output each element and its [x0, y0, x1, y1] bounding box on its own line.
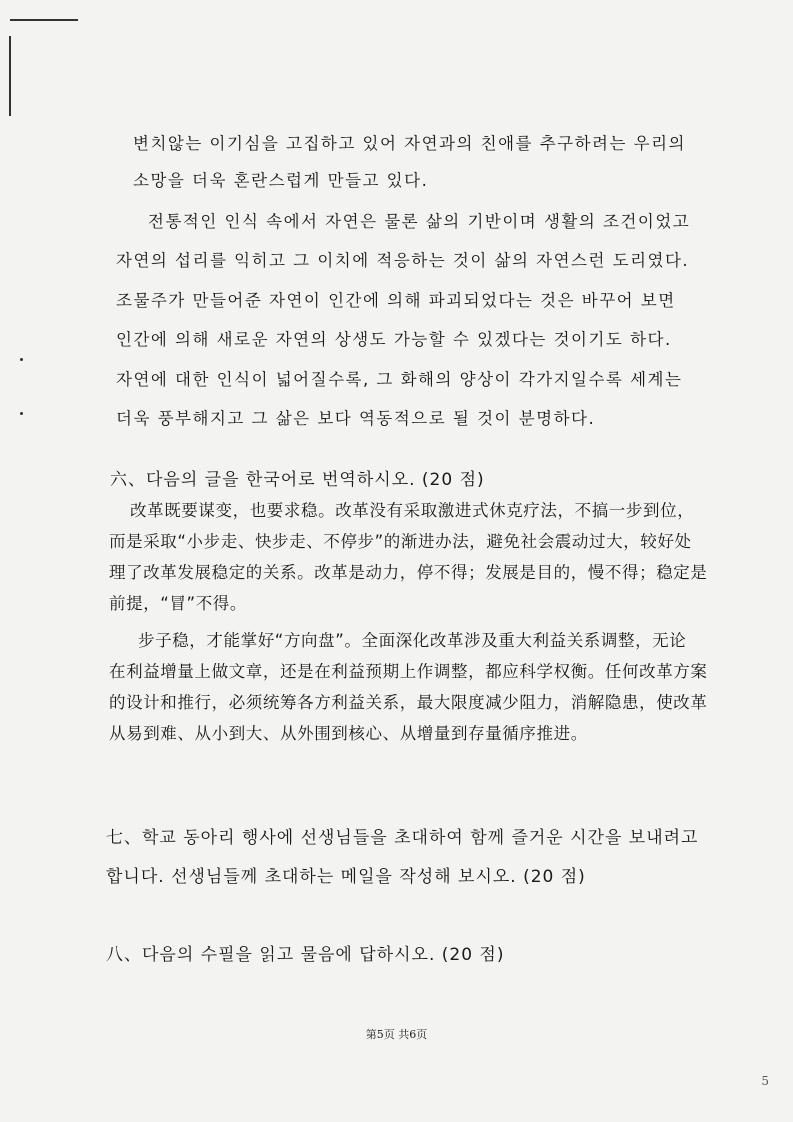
chinese-line: 从易到难、从小到大、从外围到核心、从增量到存量循序推进。	[109, 724, 588, 743]
chinese-line: 的设计和推行，必须统筹各方利益关系，最大限度减少阻力，消解隐患，使改革	[109, 693, 708, 712]
passage-line: 인간에 의해 새로운 자연의 상생도 가능할 수 있겠다는 것이기도 하다.	[116, 330, 672, 349]
passage-line: 자연에 대한 인식이 넓어질수록, 그 화해의 양상이 각가지일수록 세계는	[116, 370, 683, 389]
passage-line: 전통적인 인식 속에서 자연은 물론 삶의 기반이며 생활의 조건이었고	[148, 212, 691, 231]
question-7-line: 합니다. 선생님들께 초대하는 메일을 작성해 보시오. (20 점)	[106, 867, 586, 887]
page-number: 5	[761, 1074, 769, 1088]
scan-dot	[20, 358, 23, 361]
scan-edge-bar	[9, 36, 11, 116]
scan-edge-line	[10, 19, 78, 21]
chinese-line: 前提，“冒”不得。	[109, 594, 247, 613]
question-7-line: 七、학교 동아리 행사에 선생님들을 초대하여 함께 즐거운 시간을 보내려고	[106, 828, 699, 848]
scan-dot	[20, 412, 23, 415]
chinese-line: 步子稳，才能掌好“方向盘”。全面深化改革涉及重大利益关系调整，无论	[138, 631, 687, 650]
page-footer: 第5页 共6页	[365, 1028, 428, 1041]
chinese-line: 理了改革发展稳定的关系。改革是动力，停不得；发展是目的，慢不得；稳定是	[109, 563, 708, 582]
chinese-line: 改革既要谋变，也要求稳。改革没有采取激进式休克疗法，不搞一步到位，	[130, 501, 695, 520]
question-6-title: 六、다음의 글을 한국어로 번역하시오. (20 점)	[110, 470, 485, 490]
question-8-title: 八、다음의 수필을 읽고 물음에 답하시오. (20 점)	[106, 945, 505, 965]
chinese-line: 而是采取“小步走、快步走、不停步”的渐进办法，避免社会震动过大，较好处	[109, 532, 692, 551]
passage-line: 자연의 섭리를 익히고 그 이치에 적응하는 것이 삶의 자연스런 도리였다.	[116, 251, 690, 270]
chinese-line: 在利益增量上做文章，还是在利益预期上作调整，都应科学权衡。任何改革方案	[109, 662, 708, 681]
passage-line: 소망을 더욱 혼란스럽게 만들고 있다.	[133, 171, 429, 190]
passage-line: 변치않는 이기심을 고집하고 있어 자연과의 친애를 추구하려는 우리의	[133, 134, 686, 153]
passage-line: 조물주가 만들어준 자연이 인간에 의해 파괴되었다는 것은 바꾸어 보면	[116, 291, 676, 310]
passage-line: 더욱 풍부해지고 그 삶은 보다 역동적으로 될 것이 분명하다.	[116, 409, 596, 428]
